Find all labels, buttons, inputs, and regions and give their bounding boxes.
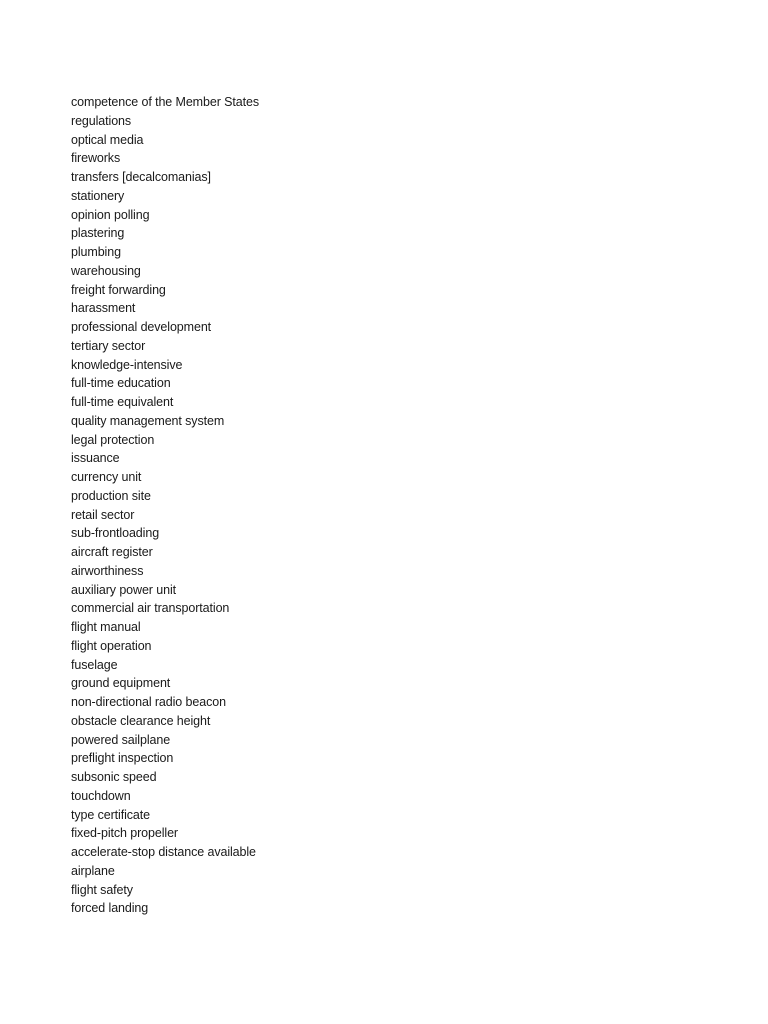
term-item: competence of the Member States	[71, 95, 259, 109]
term-item: fixed-pitch propeller	[71, 826, 178, 841]
term-item: plumbing	[71, 245, 121, 259]
term-item: regulations	[71, 113, 132, 128]
term-list	[71, 93, 259, 918]
term-item: warehousing	[71, 263, 141, 278]
term-item: optical media	[71, 132, 144, 147]
term-item: opinion polling	[71, 207, 150, 222]
term-item: tertiary sector	[71, 338, 146, 353]
term-item: professional development	[71, 320, 212, 334]
term-item: powered sailplane	[71, 732, 171, 747]
term-item: flight safety	[71, 882, 133, 897]
term-item: harassment	[71, 301, 136, 316]
term-item: retail sector	[71, 507, 135, 522]
term-item: forced landing	[71, 901, 149, 916]
term-item: plastering	[71, 226, 125, 241]
term-item: subsonic speed	[71, 770, 157, 784]
term-item: knowledge-intensive	[71, 357, 183, 372]
term-item: commercial air transportation	[71, 601, 230, 616]
term-item: issuance	[71, 451, 120, 466]
term-item: sub-frontloading	[71, 526, 160, 541]
term-item: transfers [decalcomanias]	[71, 170, 211, 184]
term-item: full-time equivalent	[71, 395, 174, 409]
term-item: fuselage	[71, 657, 118, 672]
term-item: legal protection	[71, 432, 155, 447]
term-item: production site	[71, 488, 151, 503]
term-item: freight forwarding	[71, 282, 166, 297]
term-item: type certificate	[71, 807, 150, 822]
term-item: quality management system	[71, 413, 225, 428]
term-item: full-time education	[71, 376, 171, 391]
term-item: non-directional radio beacon	[71, 695, 226, 709]
term-item: auxiliary power unit	[71, 582, 176, 597]
term-item: accelerate-stop distance available	[71, 845, 256, 859]
term-item: flight operation	[71, 638, 152, 653]
term-item: ground equipment	[71, 676, 171, 691]
term-item: flight manual	[71, 620, 141, 634]
term-item: preflight inspection	[71, 751, 174, 766]
term-item: stationery	[71, 188, 125, 203]
term-item: obstacle clearance height	[71, 713, 211, 728]
term-item: aircraft register	[71, 545, 153, 559]
term-item: currency unit	[71, 470, 142, 484]
term-item: fireworks	[71, 151, 121, 166]
term-item: airworthiness	[71, 563, 144, 578]
term-item: touchdown	[71, 788, 131, 803]
term-item: airplane	[71, 863, 115, 878]
